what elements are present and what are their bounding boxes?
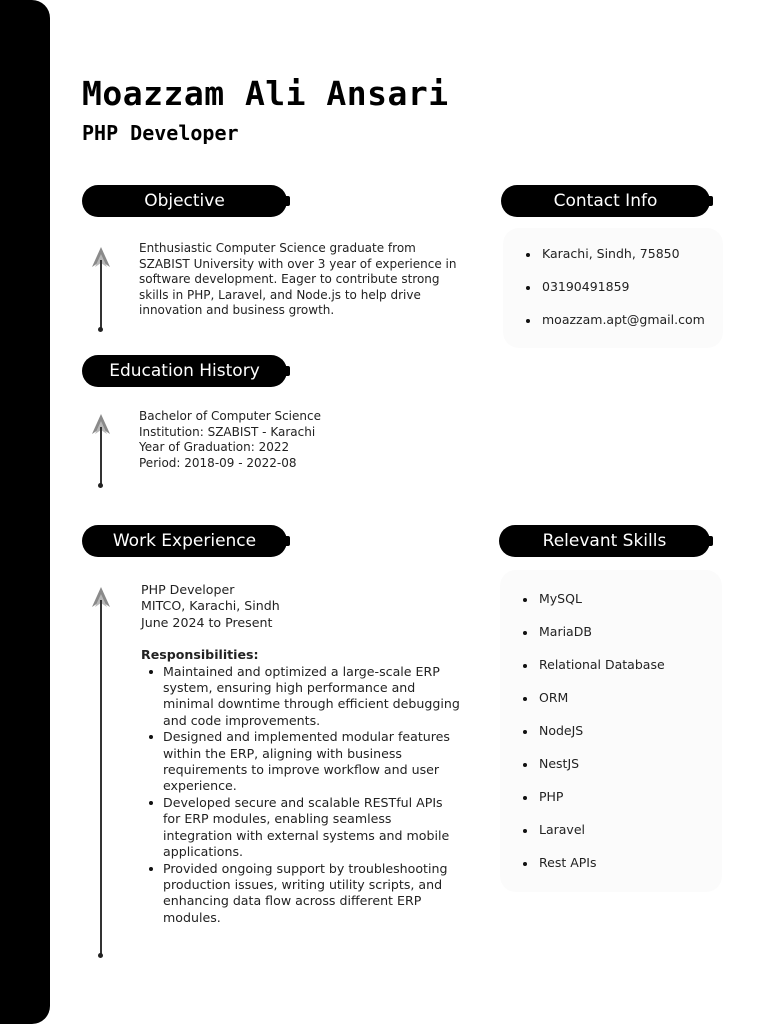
skill-item: NodeJS [523,723,722,756]
skill-item: Laravel [523,822,722,855]
skill-item: Relational Database [523,657,722,690]
candidate-name: Moazzam Ali Ansari [82,74,449,113]
education-text: Bachelor of Computer Science Institution: SZABIST - Karachi Year of Graduation: 2022 Period: 2018-09 - 2022-08 [139,409,321,470]
objective-timeline [89,246,113,333]
skill-item: Rest APIs [523,855,722,888]
education-heading-label: Education History [109,361,260,381]
work-text [141,582,461,926]
responsibility-item: Maintained and optimized a large-scale ERP system, ensuring high performance and minimal downtime through efficient debugging and code improvements. [141,664,461,730]
responsibilities-list [141,664,461,927]
skill-item: MySQL [523,591,722,624]
contact-email[interactable]: moazzam.apt@gmail.com [526,312,723,345]
timeline-end-dot [98,483,103,488]
skills-card [500,570,722,892]
skill-item: ORM [523,690,722,723]
education-heading [82,355,287,387]
work-timeline [89,586,113,961]
objective-heading-label: Objective [144,191,225,211]
skills-heading [499,525,710,557]
skill-item: NestJS [523,756,722,789]
candidate-role: PHP Developer [82,121,239,145]
job-company: MITCO, Karachi, Sindh [141,598,280,614]
skill-item: MariaDB [523,624,722,657]
responsibility-item: Designed and implemented modular features within the ERP, aligning with business requirements to improve workflow and user experience. [141,729,461,795]
contact-card [503,228,723,348]
timeline-end-dot [98,953,103,958]
responsibilities-label: Responsibilities: [141,647,259,663]
skill-item: PHP [523,789,722,822]
education-timeline [89,413,113,488]
contact-heading-label: Contact Info [553,191,658,211]
skills-heading-label: Relevant Skills [542,531,667,551]
contact-heading [501,185,710,217]
contact-phone: 03190491859 [526,279,723,312]
left-sidebar-bar [0,0,50,1024]
work-heading-label: Work Experience [112,531,257,551]
objective-text: Enthusiastic Computer Science graduate from SZABIST University with over 3 year of experience in software development. Eager to contribute strong skills in PHP, Laravel, and Node.js to help drive innovation and business growth. [139,241,457,318]
job-period: June 2024 to Present [141,614,273,630]
timeline-end-dot [98,327,103,332]
contact-address: Karachi, Sindh, 75850 [526,246,723,279]
responsibility-item: Provided ongoing support by troubleshooting production issues, writing utility scripts, and enhancing data flow across different ERP modules. [141,861,461,927]
job-title: PHP Developer [141,582,235,597]
responsibility-item: Developed secure and scalable RESTful APIs for ERP modules, enabling seamless integration with external systems and mobile applications. [141,795,461,861]
objective-heading [82,185,287,217]
work-heading [82,525,287,557]
